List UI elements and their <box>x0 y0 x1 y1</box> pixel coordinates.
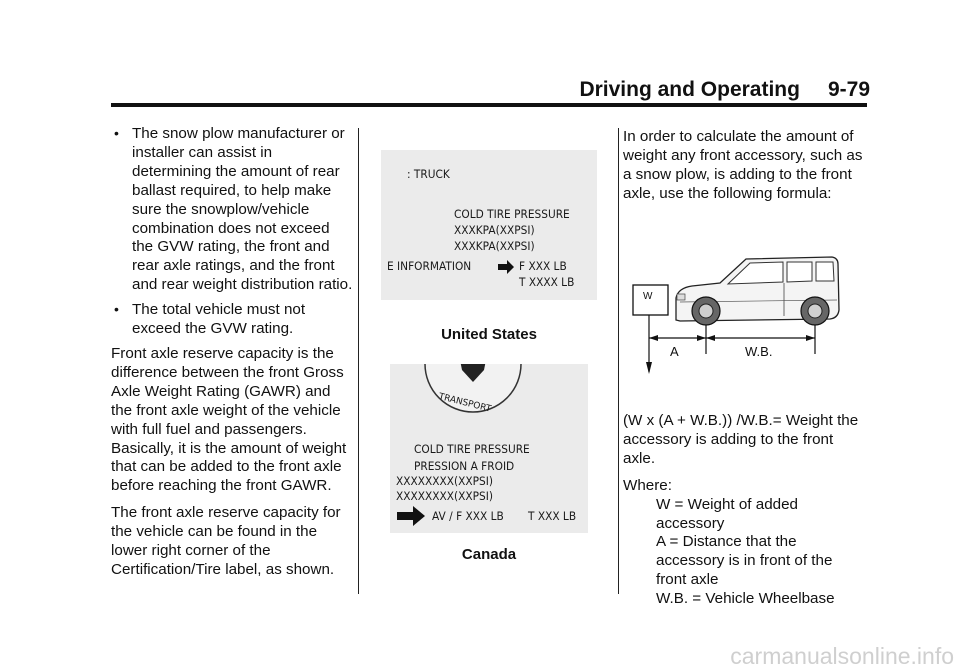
transport-seal-icon: C C <box>418 364 528 434</box>
column-divider-2 <box>618 128 619 594</box>
us-label-kpa-1: XXXKPA(XXPSI) <box>454 223 535 237</box>
canada-seal-text: TRANSPORT <box>437 392 493 415</box>
column-divider-1 <box>358 128 359 594</box>
paragraph-formula-intro: In order to calculate the amount of weight any front accessory, such as a snow plow, is adding to the front axle, use the following formula: <box>623 128 863 202</box>
canada-label-cold-tire: COLD TIRE PRESSURE <box>414 442 530 456</box>
vehicle-wheelbase-diagram <box>632 250 866 375</box>
us-label-front-lb: F XXX LB <box>519 259 567 273</box>
column-right-formula <box>623 412 865 609</box>
page-header <box>0 78 870 102</box>
diagram-a-label: A <box>670 344 679 359</box>
page-number: 9-79 <box>827 78 870 101</box>
column-right-intro <box>623 128 865 212</box>
bullet-dot-icon: • <box>114 301 119 318</box>
bullet-text: The total vehicle must not exceed the GVW rating. <box>132 301 306 338</box>
us-label-kpa-2: XXXKPA(XXPSI) <box>454 239 535 253</box>
us-label-total-lb: T XXXX LB <box>519 275 575 289</box>
paragraph-reserve-capacity: Front axle reserve capacity is the difference between the front Gross Axle Weight Rating (GAWR) and the front axle weight of the vehicle with full fuel and passengers. Basically, it is the amount of weight that can be added to the front axle before reaching the front GAWR. <box>111 344 347 495</box>
bullet-text: The snow plow manufacturer or installer can assist in determining the amount of rear ballast required, to help make sure the snowplow/vehicle combination does not exceed the GVW rating, the front and rear axle ratings, and the front and rear weight distribution ratio. <box>132 125 353 294</box>
canada-label-psi-2: XXXXXXXX(XXPSI) <box>396 489 493 503</box>
canada-tire-label-image <box>390 353 588 533</box>
canada-label-total-lb: T XXX LB <box>528 509 577 523</box>
column-left <box>111 125 353 588</box>
arrow-icon <box>396 505 426 527</box>
where-label: Where: <box>623 476 672 494</box>
definition-w: W = Weight of added accessory <box>656 495 798 532</box>
bullet-dot-icon: • <box>114 125 119 141</box>
canada-label-caption: Canada <box>461 546 517 563</box>
bullet-item <box>111 301 353 339</box>
diagram-w-label: W <box>643 291 653 302</box>
us-tire-label-image <box>381 150 597 300</box>
canada-label-front-lb: AV / F XXX LB <box>432 509 504 523</box>
definition-wb: W.B. = Vehicle Wheelbase <box>656 590 835 608</box>
us-label-caption: United States <box>441 326 537 343</box>
us-label-information: E INFORMATION <box>387 259 472 273</box>
watermark-text: carmanualsonline.info <box>730 643 954 669</box>
section-title: Driving and Operating <box>579 78 800 101</box>
header-rule <box>111 103 867 107</box>
definition-a: A = Distance that the accessory is in front of the front axle <box>656 533 833 589</box>
canada-label-pression: PRESSION A FROID <box>414 459 515 473</box>
bullet-item <box>111 125 353 295</box>
us-label-truck: : TRUCK <box>407 167 450 181</box>
paragraph-formula: (W x (A + W.B.)) /W.B.= Weight the accessory is adding to the front axle. <box>623 412 859 467</box>
arrow-icon <box>497 259 515 275</box>
paragraph-label-location: The front axle reserve capacity for the vehicle can be found in the lower right corner of the Certification/Tire label, as shown. <box>111 504 341 578</box>
us-label-cold-tire: COLD TIRE PRESSURE <box>454 207 570 221</box>
canada-label-psi-1: XXXXXXXX(XXPSI) <box>396 474 493 488</box>
diagram-wb-label: W.B. <box>745 344 773 359</box>
